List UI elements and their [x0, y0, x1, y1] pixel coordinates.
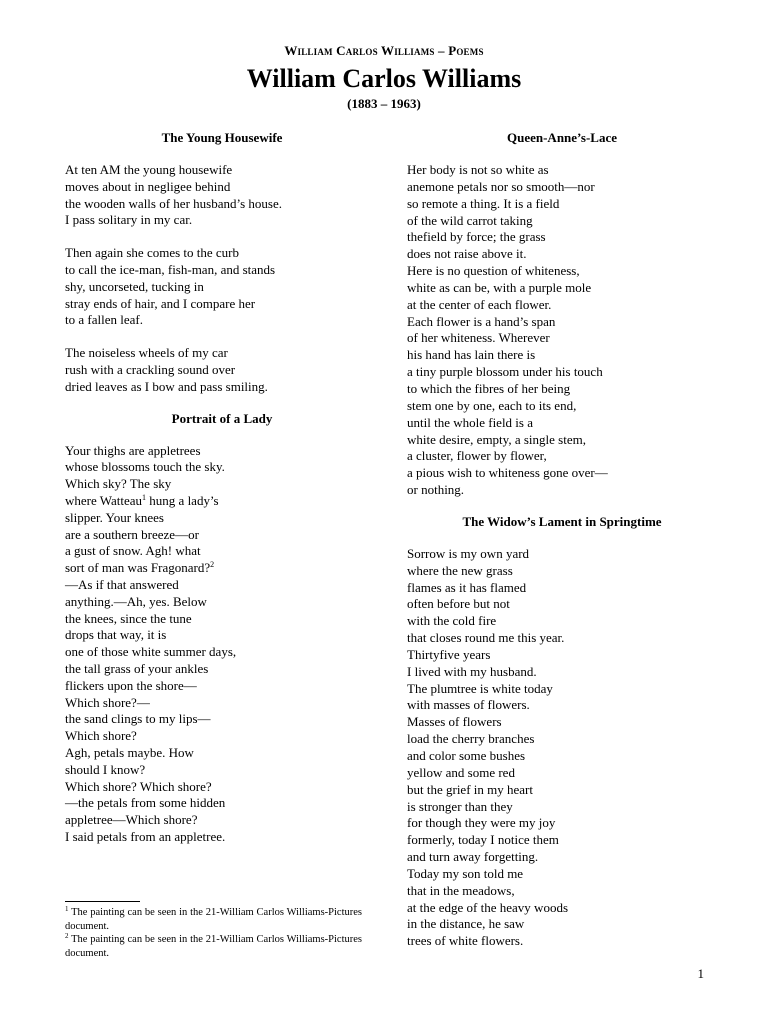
- poem-line: or nothing.: [407, 482, 465, 498]
- stanza: [65, 245, 385, 329]
- poem-line: of her whiteness. Wherever: [407, 330, 550, 346]
- poem-line: whose blossoms touch the sky.: [65, 459, 225, 475]
- poem-line: Her body is not so white as: [407, 162, 549, 177]
- poem-line: white as can be, with a purple mole: [407, 279, 592, 295]
- poem-line: white desire, empty, a single stem,: [407, 431, 586, 447]
- poem-line: so remote a thing. It is a field: [407, 195, 560, 211]
- poem-line: Which shore?—: [65, 694, 150, 710]
- poem-line: that closes round me this year.: [407, 630, 565, 646]
- poem-title: The Young Housewife: [161, 130, 283, 145]
- poem-line: Which shore?: [65, 728, 137, 744]
- poem-line: the wooden walls of her husband’s house.: [65, 195, 282, 211]
- stanza: [65, 162, 385, 229]
- poem-line: the knees, since the tune: [65, 610, 192, 626]
- footnote-separator: [65, 901, 140, 902]
- poem-line: a cluster, flower by flower,: [407, 448, 547, 464]
- poem-line: rush with a crackling sound over: [65, 361, 236, 377]
- poem-line: moves about in negligee behind: [65, 178, 231, 194]
- running-head: William Carlos Williams – Poems: [284, 43, 484, 58]
- poem-line: to a fallen leaf.: [65, 312, 143, 328]
- poem-line: and color some bushes: [407, 748, 526, 763]
- poem-line: yellow and some red: [407, 764, 515, 780]
- poem-line: [65, 560, 385, 577]
- poem-line: Masses of flowers: [407, 714, 502, 730]
- footnote-mark: 2: [65, 932, 69, 940]
- left-column: [65, 129, 385, 860]
- poem-line: [65, 493, 385, 510]
- poem-line: load the cherry branches: [407, 731, 535, 747]
- poem-line: The plumtree is white today: [407, 680, 553, 696]
- footnotes: [65, 906, 362, 960]
- poem-line: Then again she comes to the curb: [65, 245, 239, 261]
- line-text: where Watteau: [65, 492, 143, 508]
- poem-line: stem one by one, each to its end,: [407, 397, 577, 413]
- poem-widows-lament: [407, 513, 727, 950]
- footnote-1: [65, 906, 362, 933]
- poem-line: at the center of each flower.: [407, 296, 552, 312]
- page-number: 1: [697, 966, 704, 981]
- poem-line: appletree—Which shore?: [65, 812, 198, 828]
- line-text: hung a lady’s: [146, 492, 219, 508]
- poem-line: the sand clings to my lips—: [65, 711, 211, 727]
- poem-line: I said petals from an appletree.: [65, 828, 226, 844]
- poem-line: of the wild carrot taking: [407, 212, 533, 228]
- poem-line: does not raise above it.: [407, 246, 527, 262]
- poem-line: At ten AM the young housewife: [65, 162, 233, 177]
- poem-line: formerly, today I notice them: [407, 832, 559, 848]
- poem-line: dried leaves as I bow and pass smiling.: [65, 378, 268, 394]
- poem-line: anemone petals nor so smooth—nor: [407, 178, 595, 194]
- poem-title: The Widow’s Lament in Springtime: [462, 513, 662, 529]
- poem-line: to which the fibres of her being: [407, 380, 571, 396]
- poem-line: —the petals from some hidden: [65, 795, 226, 811]
- poem-line: flames as it has flamed: [407, 579, 527, 595]
- page-title: William Carlos Williams: [246, 64, 522, 93]
- poem-line: Which sky? The sky: [65, 476, 172, 492]
- poem-line: Thirtyfive years: [407, 646, 491, 662]
- poem-line: a tiny purple blossom under his touch: [407, 364, 603, 380]
- poem-line: I pass solitary in my car.: [65, 212, 193, 228]
- poem-line: anything.—Ah, yes. Below: [65, 593, 207, 609]
- poem-line: slipper. Your knees: [65, 509, 164, 525]
- poem-line: until the whole field is a: [407, 414, 534, 430]
- poem-line: Each flower is a hand’s span: [407, 313, 556, 329]
- poem-line: with masses of flowers.: [407, 697, 530, 713]
- poem-line: and turn away forgetting.: [407, 849, 539, 865]
- author-dates: (1883 – 1963): [347, 96, 421, 111]
- poem-line: Which shore? Which shore?: [65, 778, 212, 794]
- poem-line: for though they were my joy: [407, 815, 556, 831]
- poem-line: shy, uncorseted, tucking in: [65, 278, 204, 294]
- poem-line: Your thighs are appletrees: [65, 442, 201, 458]
- poem-line: often before but not: [407, 596, 510, 612]
- footnote-text: The painting can be seen in the 21-William Carlos Williams-Pictures document.: [65, 907, 362, 932]
- poem-line: his hand has lain there is: [407, 347, 536, 363]
- stanza: [65, 345, 385, 395]
- poem-title: Portrait of a Lady: [171, 410, 273, 426]
- footnote-text: The painting can be seen in the 21-William Carlos Williams-Pictures document.: [65, 934, 362, 959]
- poem-portrait-of-a-lady: [65, 410, 385, 846]
- poem-title: Queen-Anne’s-Lace: [506, 130, 617, 145]
- poem-line: a pious wish to whiteness gone over—: [407, 465, 608, 481]
- poem-line: Sorrow is my own yard: [407, 545, 530, 561]
- poem-line: Here is no question of whiteness,: [407, 263, 580, 279]
- poem-line: Agh, petals maybe. How: [65, 744, 194, 760]
- poem-line: with the cold fire: [407, 613, 497, 629]
- poem-line: where the new grass: [407, 562, 513, 578]
- poem-line: at the edge of the heavy woods: [407, 899, 569, 915]
- poem-line: that in the meadows,: [407, 882, 515, 898]
- poem-line: The noiseless wheels of my car: [65, 345, 228, 361]
- poem-line: are a southern breeze—or: [65, 526, 199, 542]
- footnote-ref-2[interactable]: 2: [210, 560, 215, 570]
- poem-line: flickers upon the shore—: [65, 677, 197, 693]
- poem-line: a gust of snow. Agh! what: [65, 543, 201, 559]
- poem-young-housewife: [65, 129, 385, 396]
- footnote-ref-1[interactable]: 1: [142, 492, 147, 502]
- poem-line: one of those white summer days,: [65, 644, 237, 660]
- poem-line: to call the ice-man, fish-man, and stands: [65, 261, 276, 277]
- footnote-mark: 1: [65, 905, 69, 913]
- poem-line: drops that way, it is: [65, 627, 167, 643]
- poem-line: in the distance, he saw: [407, 916, 525, 932]
- poem-queen-annes-lace: [407, 129, 727, 499]
- poem-line: but the grief in my heart: [407, 781, 533, 797]
- poem-line: —As if that answered: [65, 576, 179, 592]
- line-text: sort of man was Fragonard?: [65, 560, 211, 576]
- poem-line: Today my son told me: [407, 865, 524, 881]
- poem-line: I lived with my husband.: [407, 663, 537, 679]
- poem-line: thefield by force; the grass: [407, 229, 546, 245]
- poem-line: the tall grass of your ankles: [65, 660, 209, 676]
- poem-line: trees of white flowers.: [407, 933, 524, 949]
- poem-line: is stronger than they: [407, 798, 513, 814]
- footnote-2: [65, 933, 362, 960]
- poem-line: stray ends of hair, and I compare her: [65, 295, 256, 311]
- right-column: [407, 129, 727, 964]
- poem-line: should I know?: [65, 761, 146, 777]
